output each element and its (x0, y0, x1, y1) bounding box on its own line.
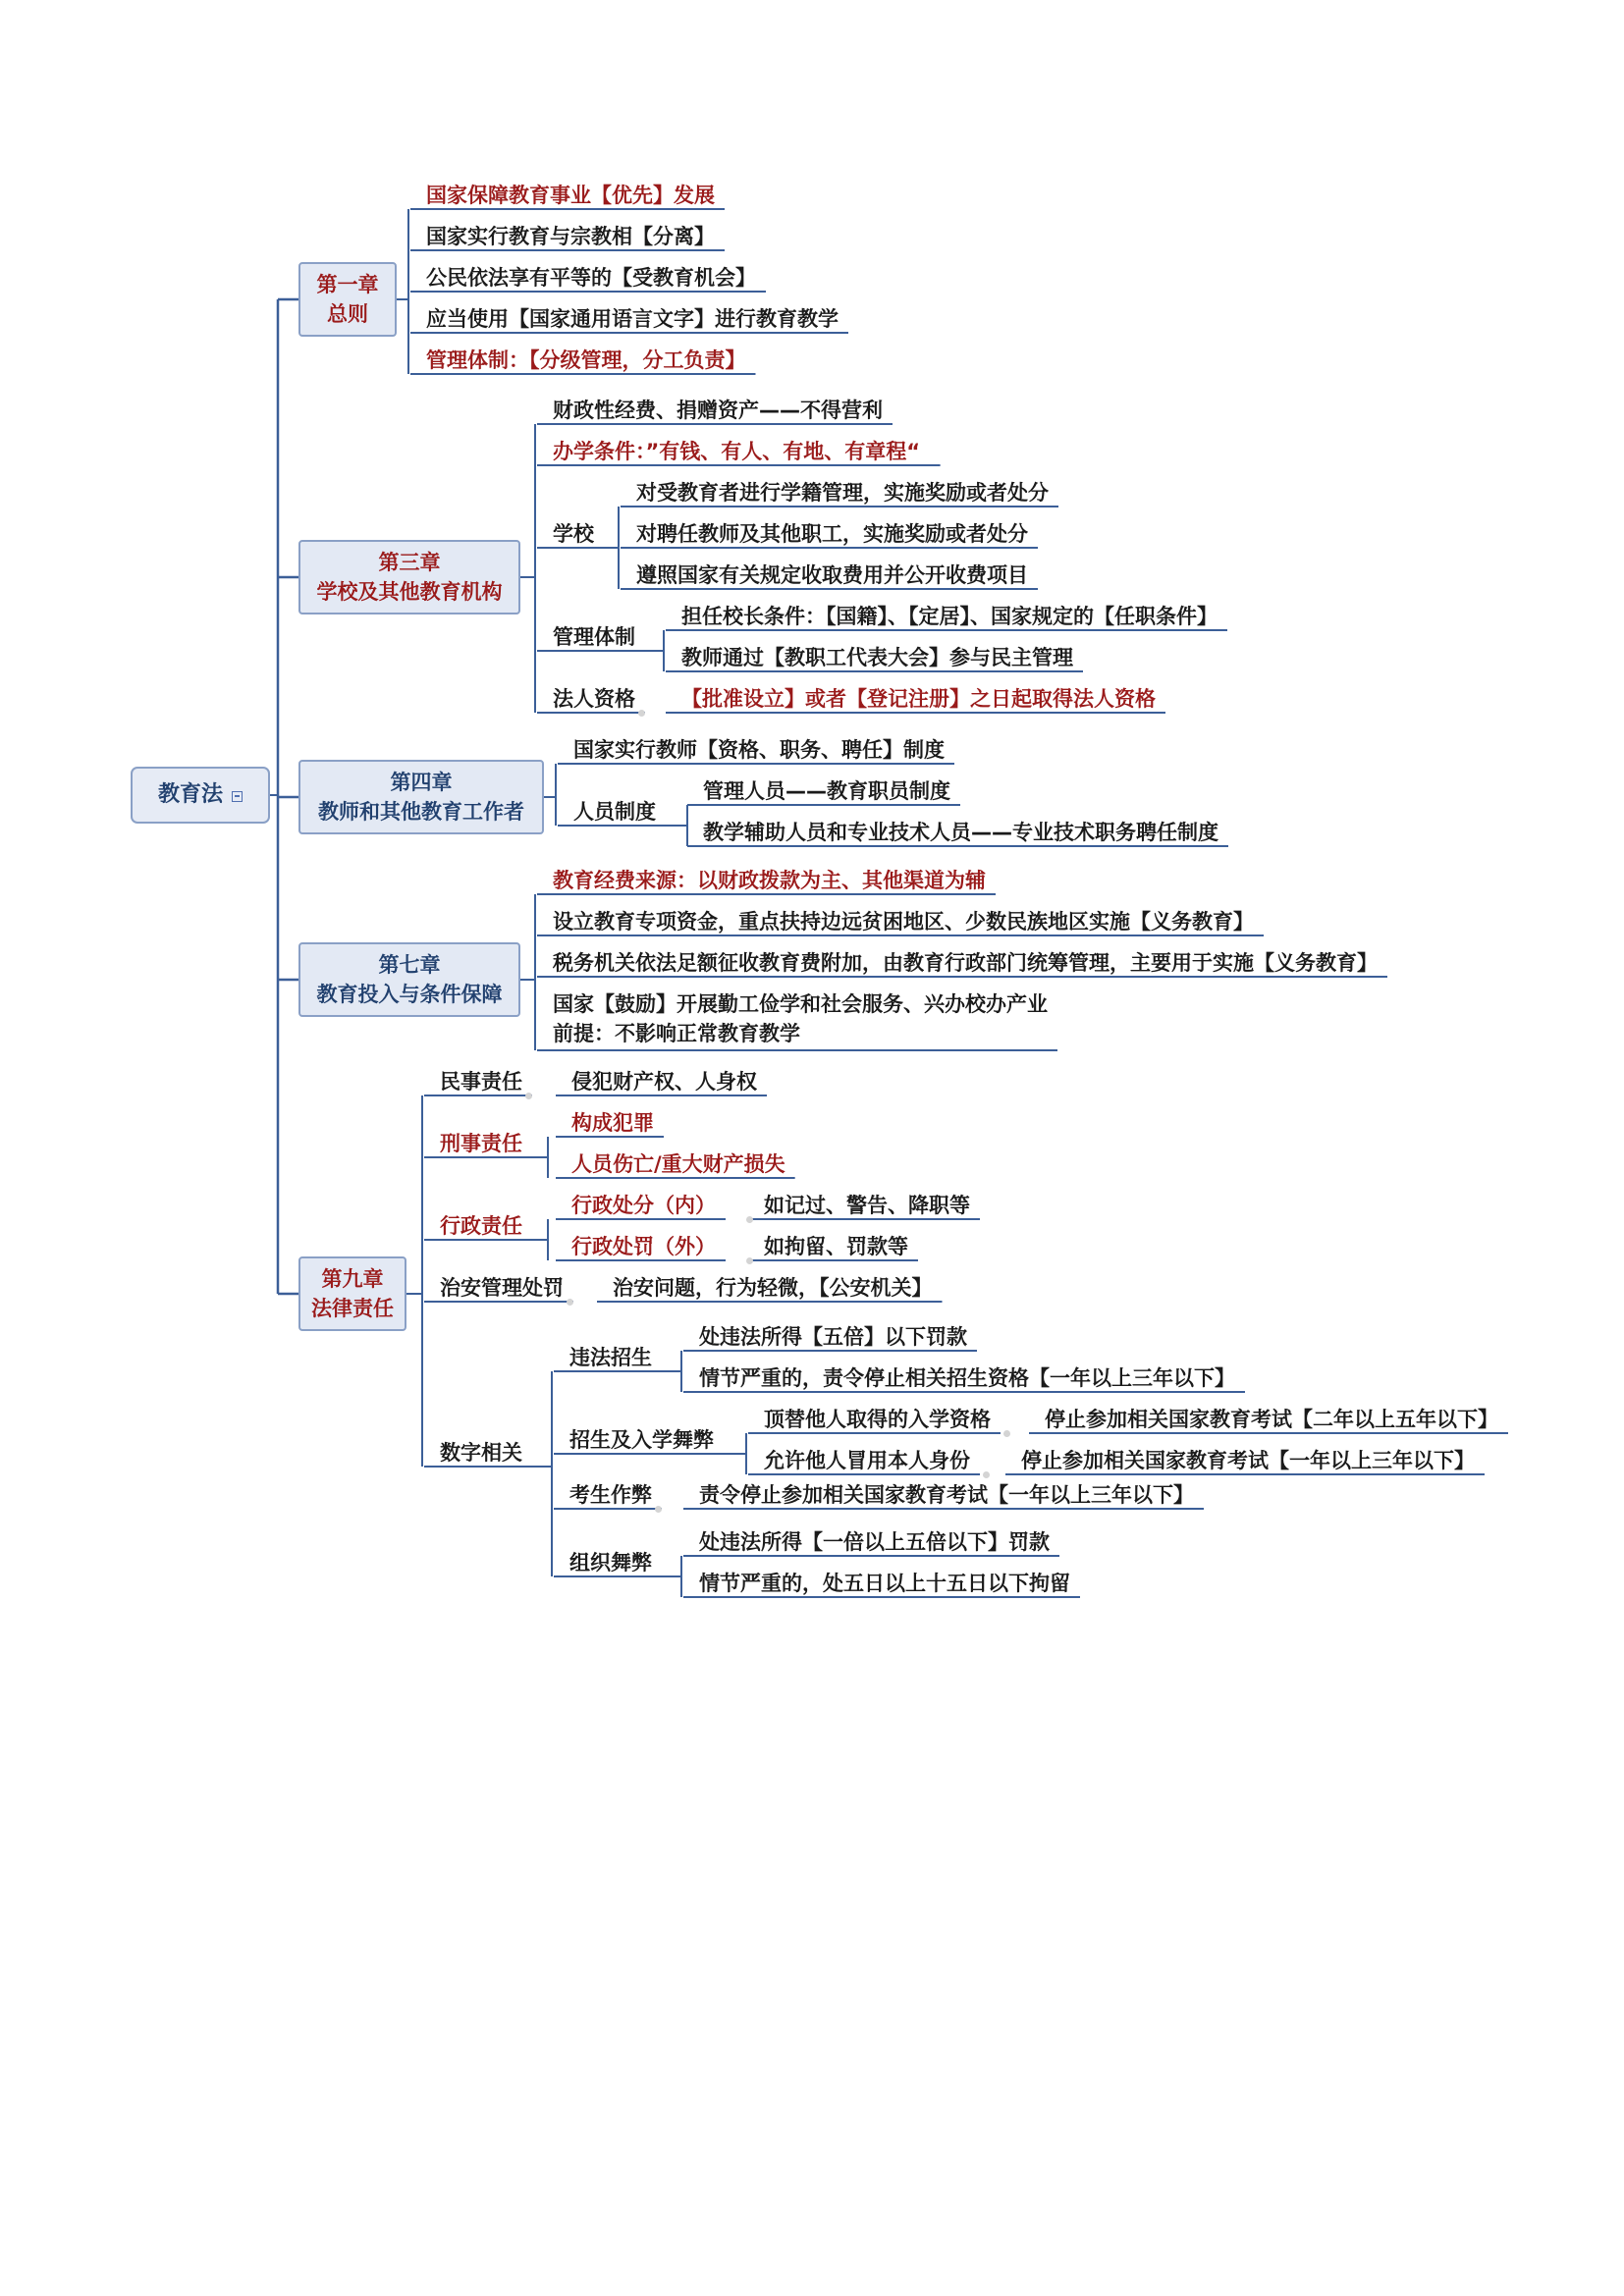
topic-leaf: 停止参加相关国家教育考试【二年以上五年以下】 (1045, 1408, 1498, 1431)
topic-leaf: 教学辅助人员和专业技术人员——专业技术职务聘任制度 (703, 821, 1218, 844)
collapse-dot-icon[interactable] (983, 1471, 990, 1478)
topic-leaf-note: 前提：不影响正常教育教学 (553, 1022, 800, 1045)
topic-label: 顶替他人取得的入学资格 (764, 1408, 991, 1431)
collapse-icon[interactable] (232, 791, 243, 802)
chapter-title-line: 教育投入与条件保障 (316, 983, 503, 1006)
topic-leaf: 国家【鼓励】开展勤工俭学和社会服务、兴办校办产业 (553, 992, 1048, 1016)
collapse-dot-icon[interactable] (567, 1299, 573, 1306)
topic-label: 行政责任 (440, 1214, 522, 1238)
topic-leaf: 财政性经费、捐赠资产——不得营利 (553, 399, 883, 422)
collapse-dot-icon[interactable] (746, 1257, 753, 1264)
topic-leaf: 设立教育专项资金，重点扶持边远贫困地区、少数民族地区实施【义务教育】 (553, 910, 1254, 934)
topic-label: 法人资格 (553, 687, 635, 711)
topic-leaf: 税务机关依法足额征收教育费附加，由教育行政部门统筹管理，主要用于实施【义务教育】 (553, 951, 1378, 975)
topic-label: 允许他人冒用本人身份 (764, 1449, 970, 1472)
topic-leaf: 情节严重的，责令停止相关招生资格【一年以上三年以下】 (699, 1366, 1235, 1390)
topic-label: 数字相关 (440, 1441, 522, 1465)
chapter-node[interactable] (298, 1256, 406, 1331)
topic-label: 行政处分（内） (571, 1194, 716, 1217)
topic-leaf: 担任校长条件：【国籍】、【定居】、国家规定的【任职条件】 (681, 605, 1218, 628)
topic-label: 管理体制 (553, 625, 635, 649)
topic-leaf: 人员伤亡/重大财产损失 (571, 1152, 785, 1176)
topic-leaf: 处违法所得【五倍】以下罚款 (699, 1325, 967, 1349)
topic-label: 民事责任 (440, 1070, 522, 1094)
topic-label: 学校 (553, 522, 594, 546)
topic-label: 违法招生 (569, 1346, 652, 1369)
chapter-node[interactable] (298, 540, 520, 614)
topic-leaf: 国家实行教师【资格、职务、聘任】制度 (573, 738, 945, 762)
topic-leaf: 责令停止参加相关国家教育考试【一年以上三年以下】 (699, 1483, 1194, 1507)
topic-leaf: 构成犯罪 (571, 1111, 654, 1135)
topic-leaf: 管理人员——教育职员制度 (703, 779, 950, 803)
chapter-title-line: 第四章 (390, 771, 453, 794)
topic-leaf: 国家实行教育与宗教相【分离】 (426, 225, 715, 248)
collapse-dot-icon[interactable] (638, 710, 645, 717)
topic-leaf: 如拘留、罚款等 (764, 1235, 908, 1258)
chapter-title-line: 学校及其他教育机构 (316, 580, 503, 604)
chapter-node[interactable] (298, 760, 544, 834)
topic-leaf: 公民依法享有平等的【受教育机会】 (426, 266, 756, 290)
topic-leaf: 治安问题，行为轻微，【公安机关】 (613, 1276, 933, 1300)
topic-leaf: 情节严重的，处五日以上十五日以下拘留 (699, 1572, 1070, 1595)
topic-leaf: 国家保障教育事业【优先】发展 (426, 184, 715, 207)
chapter-title-line: 第九章 (321, 1267, 384, 1291)
root-label: 教育法 (157, 782, 223, 807)
topic-label: 刑事责任 (440, 1132, 522, 1155)
chapter-title-line: 第七章 (378, 953, 441, 977)
topic-leaf: 管理体制：【分级管理，分工负责】 (426, 348, 746, 372)
topic-leaf: 对受教育者进行学籍管理，实施奖励或者处分 (636, 481, 1049, 505)
topic-leaf: 侵犯财产权、人身权 (571, 1070, 757, 1094)
topic-leaf: 对聘任教师及其他职工，实施奖励或者处分 (636, 522, 1028, 546)
topic-label: 行政处罚（外） (571, 1235, 716, 1258)
topic-label: 治安管理处罚 (440, 1276, 564, 1300)
collapse-dot-icon[interactable] (655, 1506, 662, 1513)
chapter-title-line: 第一章 (316, 273, 379, 296)
topic-leaf: 停止参加相关国家教育考试【一年以上三年以下】 (1021, 1449, 1475, 1472)
root-node[interactable] (131, 767, 270, 824)
topic-label: 考生作弊 (569, 1483, 652, 1507)
chapter-title-line: 第三章 (378, 551, 441, 574)
topic-leaf: 遵照国家有关规定收取费用并公开收费项目 (636, 563, 1028, 587)
chapter-title-line: 教师和其他教育工作者 (318, 800, 524, 824)
topic-label: 招生及入学舞弊 (569, 1428, 714, 1452)
topic-leaf: 应当使用【国家通用语言文字】进行教育教学 (426, 307, 839, 331)
topic-label: 组织舞弊 (569, 1551, 652, 1575)
chapter-node[interactable] (298, 262, 397, 337)
topic-leaf: 办学条件：”有钱、有人、有地、有章程“ (553, 440, 921, 463)
collapse-dot-icon[interactable] (525, 1093, 532, 1099)
topic-leaf: 教育经费来源：以财政拨款为主、其他渠道为辅 (553, 869, 986, 892)
collapse-dot-icon[interactable] (1003, 1430, 1010, 1437)
chapter-title-line: 法律责任 (311, 1297, 394, 1320)
chapter-title-line: 总则 (327, 302, 368, 326)
topic-label: 人员制度 (573, 800, 656, 824)
topic-leaf: 处违法所得【一倍以上五倍以下】罚款 (699, 1530, 1050, 1554)
topic-leaf: 教师通过【教职工代表大会】参与民主管理 (681, 646, 1073, 669)
collapse-dot-icon[interactable] (746, 1216, 753, 1223)
topic-leaf: 【批准设立】或者【登记注册】之日起取得法人资格 (681, 687, 1156, 711)
chapter-node[interactable] (298, 942, 520, 1017)
topic-leaf: 如记过、警告、降职等 (764, 1194, 970, 1217)
